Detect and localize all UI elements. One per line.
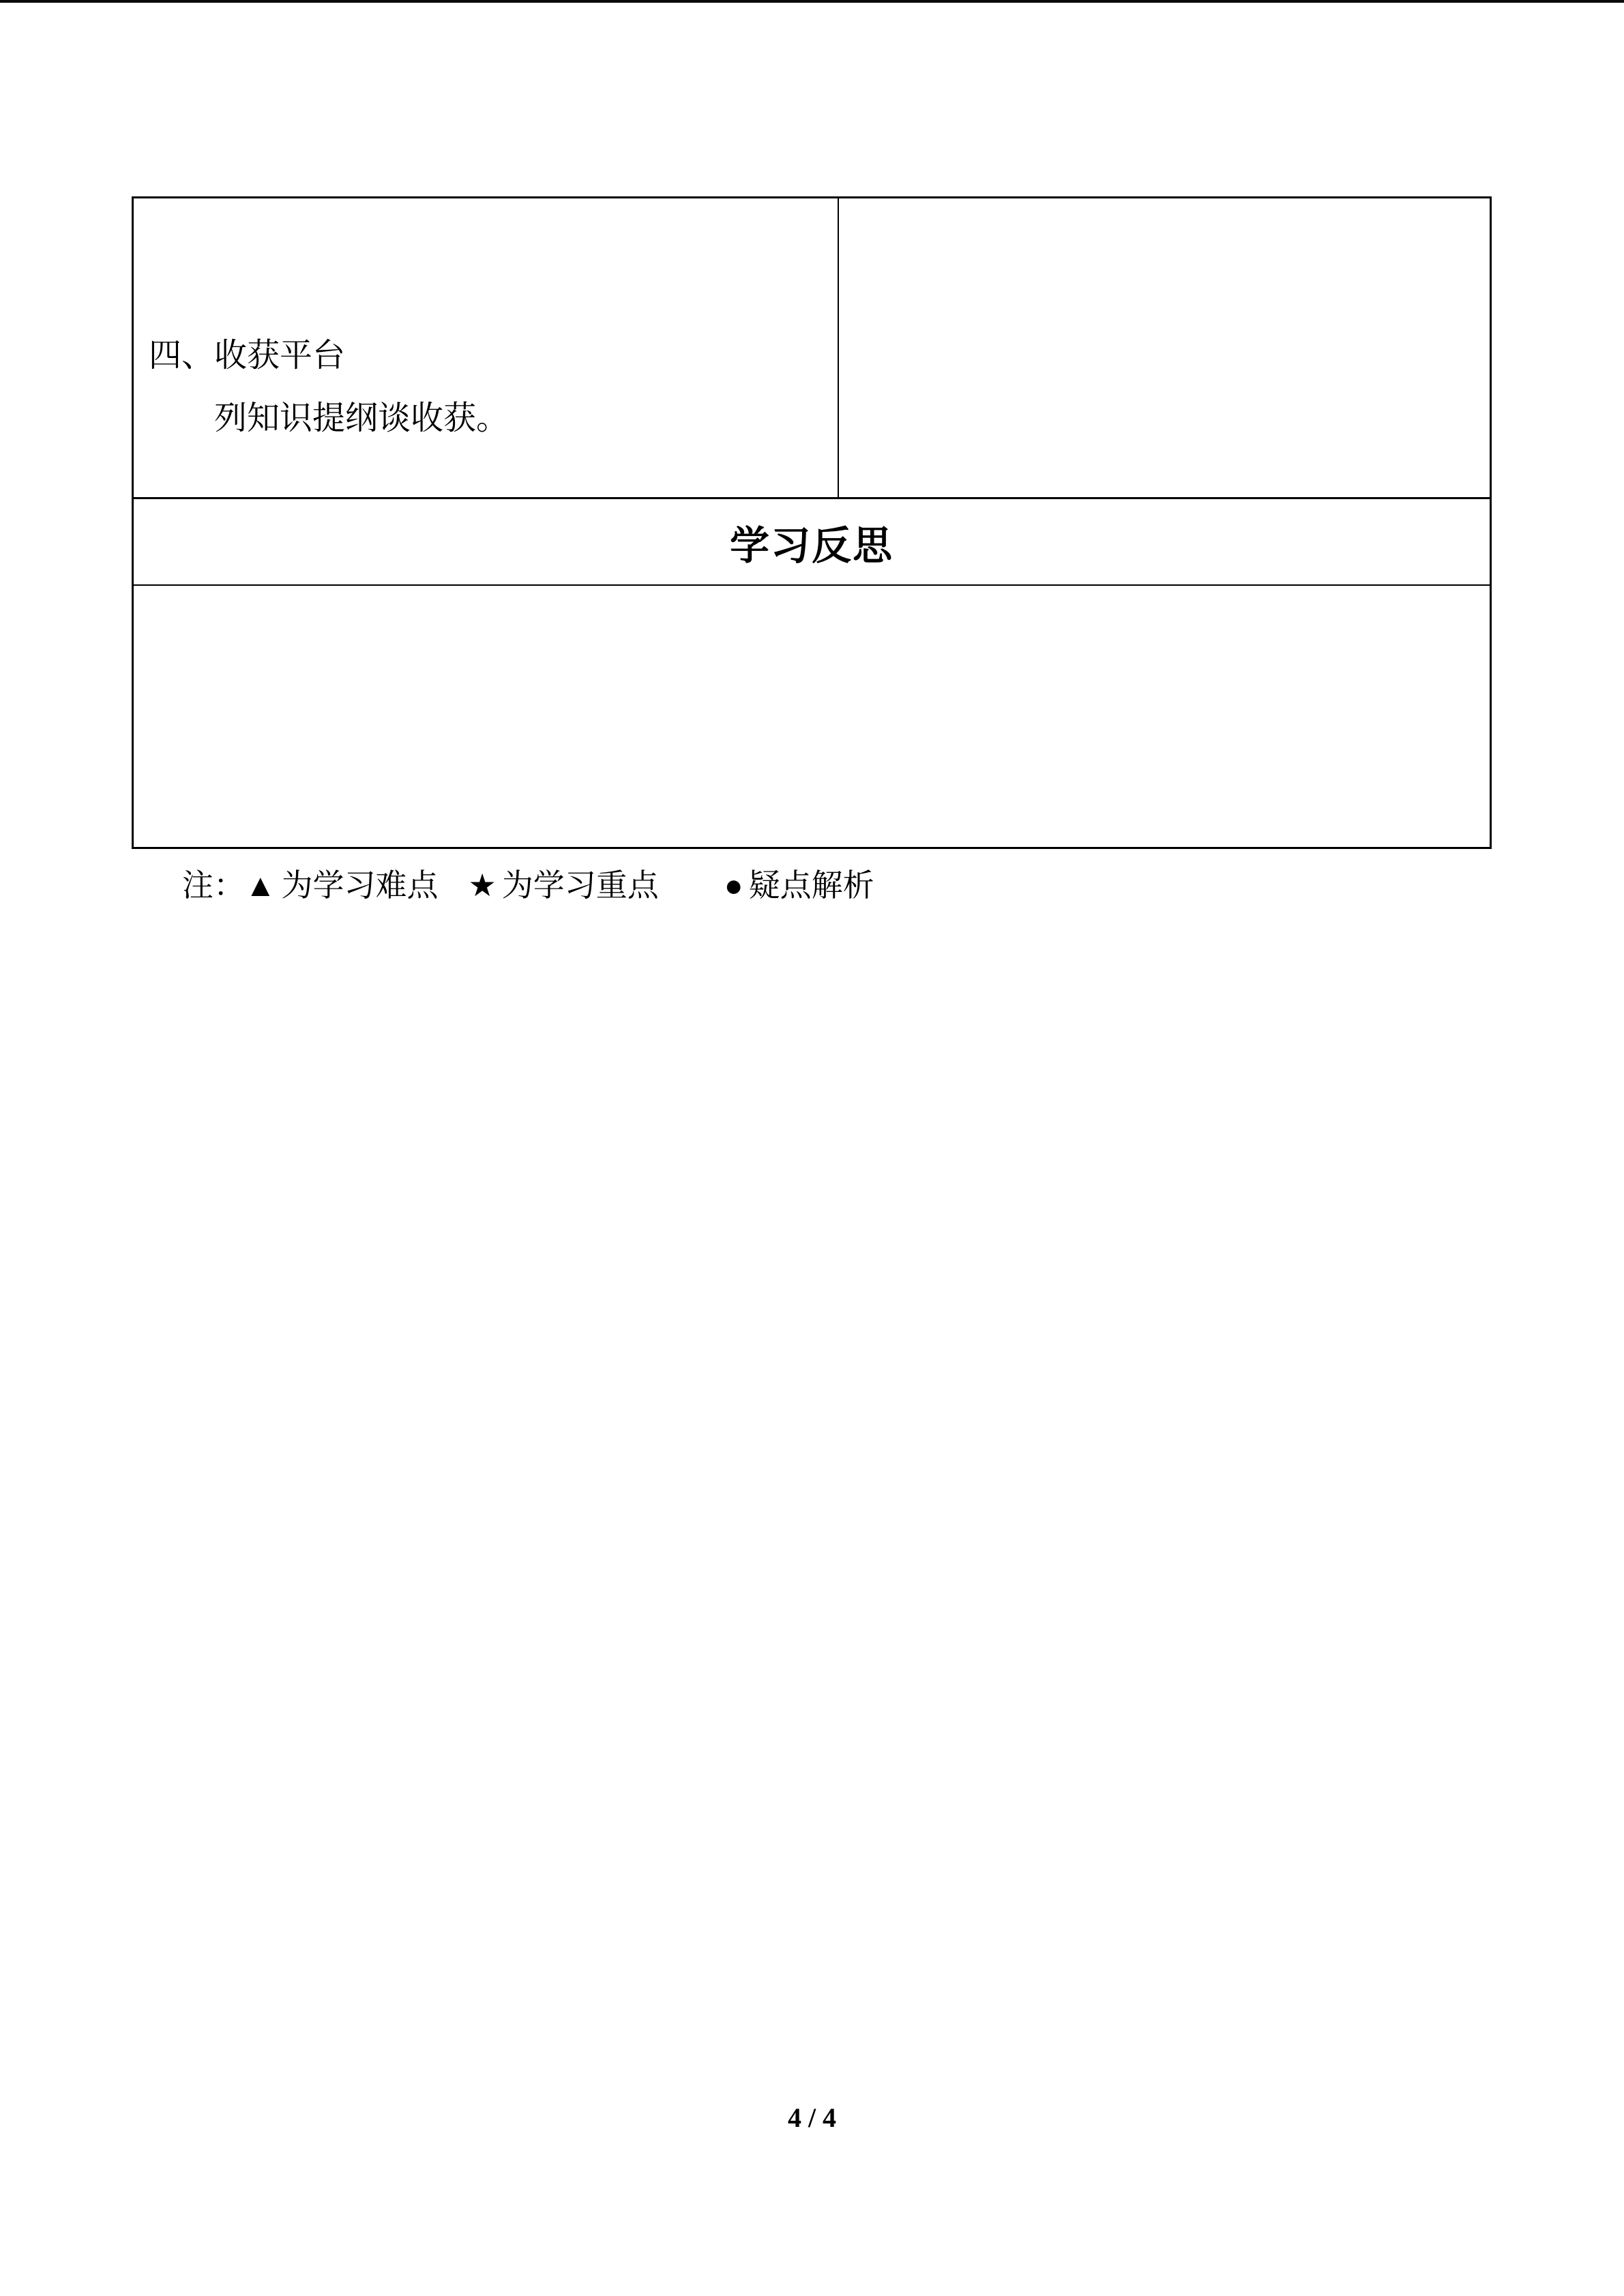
section-body: 列知识提纲谈收获。 — [214, 400, 510, 436]
legend-analysis-label: 疑点解析 — [748, 868, 874, 903]
page-number: 4 / 4 — [787, 2102, 837, 2133]
star-keypoint-icon: ★ — [468, 868, 502, 903]
legend-prefix: 注： — [182, 868, 245, 903]
table-row-harvest — [134, 198, 1490, 499]
empty-answer-cell — [839, 198, 1490, 497]
scan-edge-artifact — [0, 0, 1624, 3]
legend-keypoint-label: 为学习重点 — [501, 868, 659, 903]
worksheet-table — [132, 196, 1492, 849]
harvest-platform-cell — [134, 198, 839, 497]
section-title: 四、收获平台 — [149, 338, 346, 374]
circle-analysis-icon: ● — [724, 868, 749, 903]
triangle-difficulty-icon: ▲ — [245, 868, 282, 903]
reflection-answer-cell — [134, 586, 1490, 847]
reflection-header-cell — [134, 499, 1490, 586]
legend-note — [182, 865, 874, 907]
reflection-header-label: 学习反思 — [729, 523, 894, 568]
legend-difficulty-label: 为学习难点 — [281, 868, 439, 903]
